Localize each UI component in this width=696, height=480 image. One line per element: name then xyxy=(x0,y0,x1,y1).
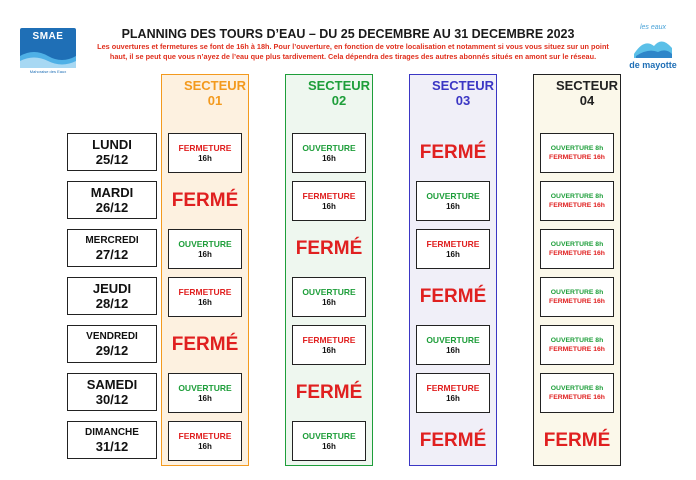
ouverture-fermeture-box: OUVERTURE 8h FERMETURE 16h xyxy=(540,181,614,221)
ouverture-fermeture-box: OUVERTURE 8h FERMETURE 16h xyxy=(540,373,614,413)
schedule-cell xyxy=(286,133,372,173)
schedule-cell xyxy=(534,181,620,221)
fermeture-box: FERMETURE 16h xyxy=(416,229,490,269)
ouverture-fermeture-box: OUVERTURE 8h FERMETURE 16h xyxy=(540,277,614,317)
day-row-label xyxy=(67,277,157,315)
day-date: 27/12 xyxy=(95,246,129,262)
fermeture-box: FERMETURE 16h xyxy=(168,133,242,173)
schedule-cell xyxy=(286,277,372,317)
day-name: DIMANCHE xyxy=(85,426,139,438)
sector-04-label: SECTEUR xyxy=(555,78,619,93)
sector-02-number: 02 xyxy=(331,93,347,108)
ouverture-fermeture-box: OUVERTURE 8h FERMETURE 16h xyxy=(540,229,614,269)
ferme-label: FERMÉ xyxy=(419,142,487,163)
ferme-label: FERMÉ xyxy=(295,238,363,259)
schedule-cell xyxy=(410,277,496,317)
ferme-label: FERMÉ xyxy=(171,334,239,355)
sector-04-header xyxy=(543,78,631,108)
sector-01-header xyxy=(171,78,259,108)
day-date: 30/12 xyxy=(95,392,129,407)
sector-04-number: 04 xyxy=(579,93,595,108)
schedule-cell xyxy=(534,325,620,365)
schedule-cell xyxy=(410,325,496,365)
fermeture-box: FERMETURE 16h xyxy=(416,373,490,413)
schedule-cell xyxy=(410,181,496,221)
schedule-cell xyxy=(286,229,372,269)
day-date: 29/12 xyxy=(95,342,129,358)
day-row-label xyxy=(67,373,157,411)
sector-01-number: 01 xyxy=(207,93,223,108)
day-name: VENDREDI xyxy=(86,330,138,342)
mayotte-logo-bottom: de mayotte xyxy=(629,60,677,70)
schedule-cell xyxy=(410,229,496,269)
schedule-cell xyxy=(162,181,248,221)
ouverture-box: OUVERTURE 16h xyxy=(416,325,490,365)
fermeture-box: FERMETURE 16h xyxy=(292,325,366,365)
sector-02-label: SECTEUR xyxy=(307,78,371,93)
ouverture-box: OUVERTURE 16h xyxy=(292,133,366,173)
day-name: MARDI xyxy=(90,185,134,200)
mayotte-logo-top: les eaux xyxy=(639,24,667,31)
ferme-label: FERMÉ xyxy=(543,430,611,451)
day-name: LUNDI xyxy=(92,137,132,152)
day-name: SAMEDI xyxy=(86,377,138,392)
ouverture-fermeture-box: OUVERTURE 8h FERMETURE 16h xyxy=(540,133,614,173)
fermeture-box: FERMETURE 16h xyxy=(168,421,242,461)
day-date: 26/12 xyxy=(95,200,129,215)
smae-logo-subtitle: Mahoraise des Eaux xyxy=(29,69,67,74)
day-date: 25/12 xyxy=(95,152,129,167)
schedule-notice: Les ouvertures et fermetures se font de 16h à 18h. Pour l’ouverture, en fonction de votre localisation et notamment si vous vous situez sur un point haut, il se peut que vous n’ayez de l’eau que plus tardivement. Cela dépendra des tirages des autres abonnés situés en amont sur le réseau. xyxy=(97,42,609,61)
day-name: MERCREDI xyxy=(85,234,139,246)
day-row-label xyxy=(67,229,157,267)
schedule-cell xyxy=(162,229,248,269)
day-date: 31/12 xyxy=(95,438,129,454)
day-row-label xyxy=(67,133,157,171)
ouverture-box: OUVERTURE 16h xyxy=(416,181,490,221)
island-icon xyxy=(632,34,674,60)
ferme-label: FERMÉ xyxy=(419,430,487,451)
day-row-label xyxy=(67,181,157,219)
day-row-label xyxy=(67,421,157,459)
schedule-cell xyxy=(286,421,372,461)
ouverture-box: OUVERTURE 16h xyxy=(168,229,242,269)
ferme-label: FERMÉ xyxy=(295,382,363,403)
sector-03-number: 03 xyxy=(455,93,471,108)
day-name: JEUDI xyxy=(92,281,132,296)
ouverture-box: OUVERTURE 16h xyxy=(168,373,242,413)
ouverture-box: OUVERTURE 16h xyxy=(292,277,366,317)
ferme-label: FERMÉ xyxy=(419,286,487,307)
schedule-cell xyxy=(534,373,620,413)
fermeture-box: FERMETURE 16h xyxy=(292,181,366,221)
day-row-label xyxy=(67,325,157,363)
schedule-cell xyxy=(534,421,620,461)
schedule-cell xyxy=(410,373,496,413)
mayotte-logo xyxy=(624,24,682,72)
schedule-cell xyxy=(410,133,496,173)
page-title: PLANNING DES TOURS D’EAU – DU 25 DECEMBRE AU 31 DECEMBRE 2023 xyxy=(121,27,575,41)
smae-logo-text: SMAE xyxy=(32,31,64,42)
sector-02-header xyxy=(295,78,383,108)
schedule-cell xyxy=(162,277,248,317)
day-date: 28/12 xyxy=(95,296,129,311)
sector-03-header xyxy=(419,78,507,108)
schedule-cell xyxy=(162,421,248,461)
ouverture-fermeture-box: OUVERTURE 8h FERMETURE 16h xyxy=(540,325,614,365)
sector-01-label: SECTEUR xyxy=(183,78,247,93)
schedule-cell xyxy=(286,325,372,365)
sector-03-label: SECTEUR xyxy=(431,78,495,93)
schedule-cell xyxy=(410,421,496,461)
smae-logo xyxy=(20,28,76,74)
schedule-cell xyxy=(286,181,372,221)
schedule-cell xyxy=(162,133,248,173)
fermeture-box: FERMETURE 16h xyxy=(168,277,242,317)
wave-icon xyxy=(20,46,76,68)
schedule-cell xyxy=(534,133,620,173)
schedule-cell xyxy=(162,373,248,413)
ferme-label: FERMÉ xyxy=(171,190,239,211)
schedule-cell xyxy=(162,325,248,365)
schedule-cell xyxy=(534,277,620,317)
schedule-cell xyxy=(286,373,372,413)
ouverture-box: OUVERTURE 16h xyxy=(292,421,366,461)
schedule-cell xyxy=(534,229,620,269)
